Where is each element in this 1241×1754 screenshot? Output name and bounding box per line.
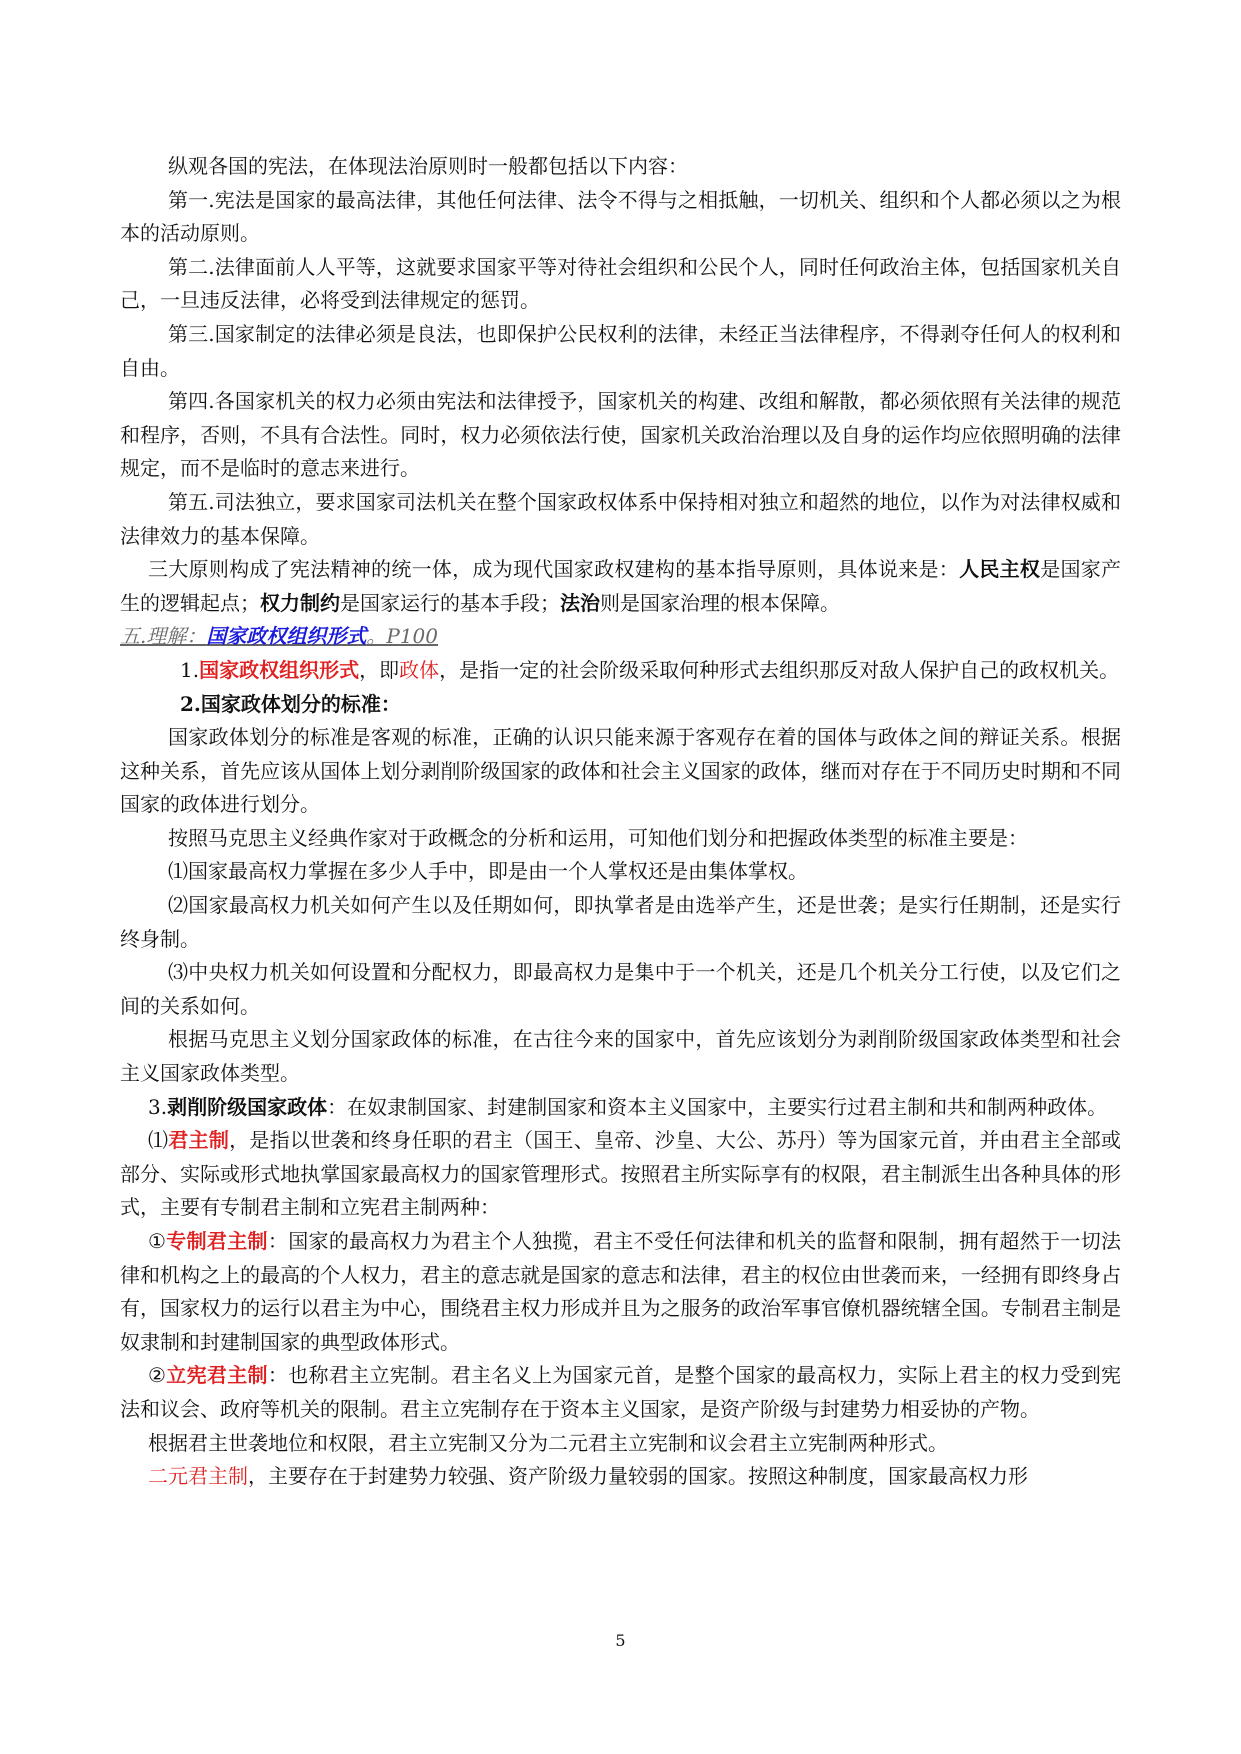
heading-suffix: 。P100 xyxy=(366,624,438,649)
paragraph xyxy=(120,1460,1121,1494)
paragraph: 根据君主世袭地位和权限，君主立宪制又分为二元君主立宪制和议会君主立宪制两种形式。 xyxy=(148,1430,948,1455)
text-run: ，即 xyxy=(359,657,400,682)
paragraph: 第二.法律面前人人平等，这就要求国家平等对待社会组织和公民个人，同时任何政治主体，包括国家机关自己，一旦违反法律，必将受到法律规定的惩罚。 xyxy=(120,254,1121,313)
paragraph xyxy=(120,654,1121,688)
red-term: 立宪君主制 xyxy=(166,1363,268,1388)
red-term: 政体 xyxy=(399,657,440,682)
bold-term: 人民主权 xyxy=(959,557,1041,582)
paragraph xyxy=(120,1225,1121,1359)
list-number: ② xyxy=(148,1363,167,1388)
list-number: 3. xyxy=(148,1094,168,1119)
paragraph xyxy=(120,553,1121,620)
page-body xyxy=(120,150,1121,1494)
paragraph xyxy=(120,1124,1121,1225)
bold-term: 权力制约 xyxy=(260,590,340,615)
paragraph: 第三.国家制定的法律必须是良法，也即保护公民权利的法律，未经正当法律程序，不得剥夺任何人的权利和自由。 xyxy=(120,321,1121,380)
text-run: 是国家运行的基本手段； xyxy=(340,590,560,615)
paragraph: ⑵国家最高权力机关如何产生以及任期如何，即执掌者是由选举产生，还是世袭；是实行任期制，还是实行终身制。 xyxy=(120,893,1121,951)
bold-term: 剥削阶级国家政体 xyxy=(167,1094,328,1119)
paragraph: ⑴国家最高权力掌握在多少人手中，即是由一个人掌权还是由集体掌权。 xyxy=(168,859,808,884)
paragraph: 第五.司法独立，要求国家司法机关在整个国家政权体系中保持相对独立和超然的地位，以作为对法律权威和法律效力的基本保障。 xyxy=(120,489,1121,548)
bold-term: 2.国家政体划分的标准： xyxy=(180,691,401,716)
text-run: 是国家产生的逻辑起点； xyxy=(120,557,1122,615)
red-term: 二元君主制 xyxy=(148,1464,248,1489)
text-run: ：也称君主立宪制。君主名义上为国家元首，是整个国家的最高权力，实际上君主的权力受到宪法和议会、政府等机关的限制。君主立宪制存在于资本主义国家，是资产阶级与封建势力相妥协的产物。 xyxy=(120,1363,1122,1421)
text-run: ，主要存在于封建势力较强、资产阶级力量较弱的国家。按照这种制度，国家最高权力形 xyxy=(248,1464,1028,1489)
heading-prefix: 五.理解： xyxy=(120,624,207,649)
section-heading xyxy=(120,620,1121,654)
paragraph: 第一.宪法是国家的最高法律，其他任何法律、法令不得与之相抵触，一切机关、组织和个人都必须以之为根本的活动原则。 xyxy=(120,187,1121,246)
paragraph: 第四.各国家机关的权力必须由宪法和法律授予，国家机关的构建、改组和解散，都必须依照有关法律的规范和程序，否则，不具有合法性。同时，权力必须依法行使，国家机关政治治理以及自身的运作均应依照明确的法律规定，而不是临时的意志来进行。 xyxy=(120,389,1121,481)
bold-term: 法治 xyxy=(560,590,600,615)
red-term: 君主制 xyxy=(168,1128,230,1153)
paragraph: 纵观各国的宪法，在体现法治原则时一般都包括以下内容： xyxy=(168,154,688,178)
text-run: 三大原则构成了宪法精神的统一体，成为现代国家政权建构的基本指导原则，具体说来是： xyxy=(148,557,960,582)
list-number: ① xyxy=(148,1229,167,1253)
paragraph: ⑶中央权力机关如何设置和分配权力，即最高权力是集中于一个机关，还是几个机关分工行使，以及它们之间的关系如何。 xyxy=(120,960,1121,1018)
text-run: ，是指一定的社会阶级采取何种形式去组织那反对敌人保护自己的政权机关。 xyxy=(439,657,1120,682)
list-number: 1. xyxy=(180,657,200,682)
red-term: 国家政权组织形式 xyxy=(199,657,360,682)
text-run: ：在奴隶制国家、封建制国家和资本主义国家中，主要实行过君主制和共和制两种政体。 xyxy=(327,1094,1108,1119)
paragraph xyxy=(120,1091,1121,1125)
paragraph: 按照马克思主义经典作家对于政概念的分析和运用，可知他们划分和把握政体类型的标准主要是： xyxy=(168,825,1028,850)
subheading xyxy=(120,688,1121,722)
text-run: 则是国家治理的根本保障。 xyxy=(600,590,840,615)
text-run: ：国家的最高权力为君主个人独揽，君主不受任何法律和机关的监督和限制，拥有超然于一切法律和机构之上的最高的个人权力，君主的意志就是国家的意志和法律，君主的权位由世袭而来，一经拥有即终身占有，国家权力的运行以君主为中心，围绕君主权力形成并且为之服务的政治军事官僚机器统辖全国。专制君主制是奴隶制和封建制国家的典型政体形式。 xyxy=(120,1229,1122,1354)
red-term: 专制君主制 xyxy=(166,1229,268,1253)
paragraph: 国家政体划分的标准是客观的标准，正确的认识只能来源于客观存在着的国体与政体之间的辩证关系。根据这种关系，首先应该从国体上划分剥削阶级国家的政体和社会主义国家的政体，继而对存在于不同历史时期和不同国家的政体进行划分。 xyxy=(120,725,1121,817)
text-run: ，是指以世袭和终身任职的君主（国王、皇帝、沙皇、大公、苏丹）等为国家元首，并由君主全部或部分、实际或形式地执掌国家最高权力的国家管理形式。按照君主所实际享有的权限，君主制派生出各种具体的形式，主要有专制君主制和立宪君主制两种： xyxy=(120,1128,1122,1220)
list-number: ⑴ xyxy=(148,1128,169,1153)
paragraph: 根据马克思主义划分国家政体的标准，在古往今来的国家中，首先应该划分为剥削阶级国家政体类型和社会主义国家政体类型。 xyxy=(120,1027,1121,1086)
page-number: 5 xyxy=(615,1631,626,1650)
heading-link[interactable]: 国家政权组织形式 xyxy=(206,624,367,649)
paragraph xyxy=(120,1359,1121,1426)
